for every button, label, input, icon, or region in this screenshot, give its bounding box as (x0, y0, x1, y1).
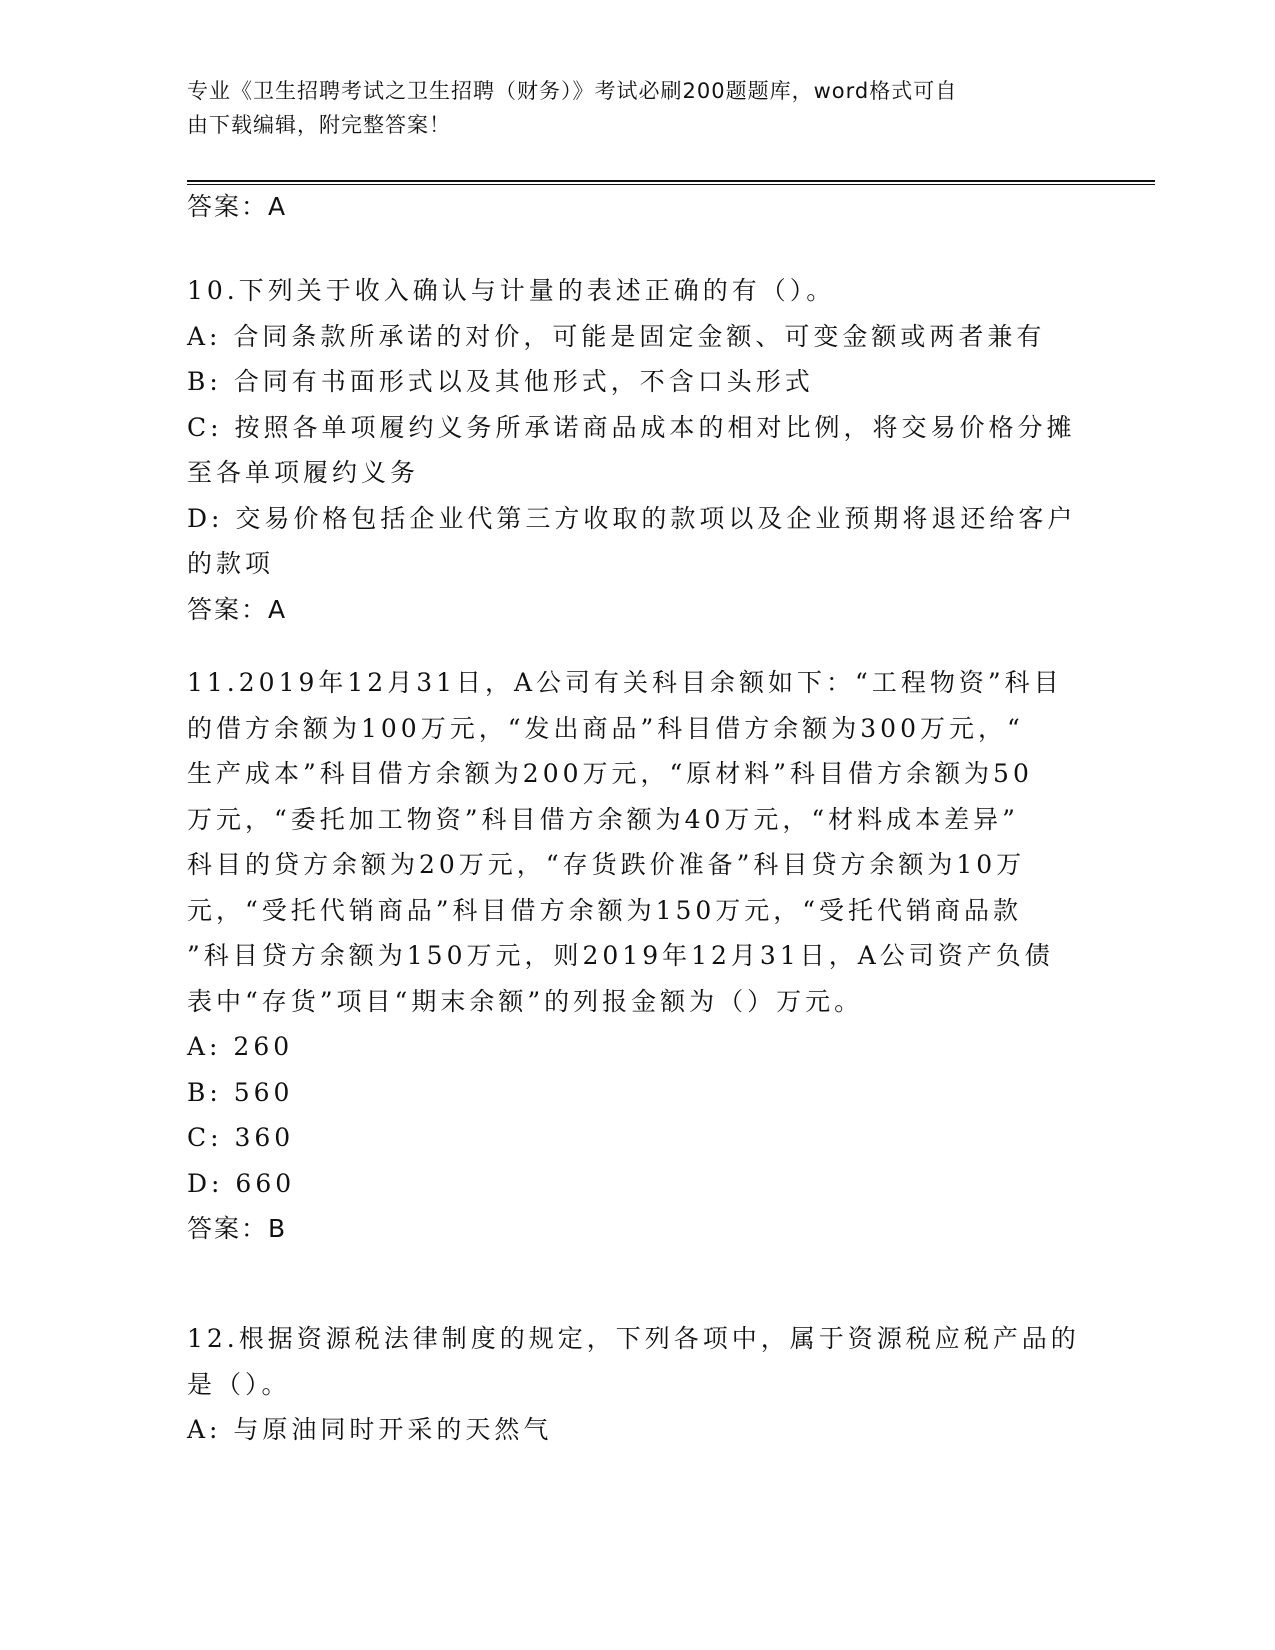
question-10-option-c-line-2: 至各单项履约义务 (187, 458, 420, 487)
document-header (187, 74, 1067, 142)
question-10-option-d-line-2: 的款项 (187, 549, 275, 578)
question-11-option-d: D: 660 (187, 1168, 296, 1198)
question-10-option-c-line-1: C: 按照各单项履约义务所承诺商品成本的相对比例，将交易价格分摊 (187, 412, 1076, 442)
question-11-answer: 答案：B (187, 1214, 288, 1243)
question-11-option-b: B: 560 (187, 1077, 294, 1107)
previous-answer-block (187, 184, 1087, 230)
question-12 (187, 1316, 1087, 1453)
question-10-answer: 答案：A (187, 594, 288, 624)
question-10-option-d-line-1: D: 交易价格包括企业代第三方收取的款项以及企业预期将退还给客户 (187, 503, 1077, 533)
question-11-stem-line-7: ”科目贷方余额为150万元，则2019年12月31日，A公司资产负债 (187, 941, 1054, 970)
question-11-stem-line-6: 元，“受托代销商品”科目借方余额为150万元，“受托代销商品款 (187, 895, 1023, 925)
question-11-stem-line-4: 万元，“委托加工物资”科目借方余额为40万元，“材料成本差异” (187, 804, 1019, 834)
question-10-option-a: A: 合同条款所承诺的对价，可能是固定金额、可变金额或两者兼有 (187, 321, 1046, 351)
question-10-stem: 10.下列关于收入确认与计量的表述正确的有（）。 (187, 276, 836, 305)
previous-answer: 答案：A (187, 192, 288, 221)
question-11-stem-line-1: 11.2019年12月31日，A公司有关科目余额如下：“工程物资”科目 (187, 668, 1063, 697)
question-11-option-a: A: 260 (187, 1032, 294, 1061)
question-11 (187, 660, 1087, 1252)
header-line-2: 由下载编辑，附完整答案！ (187, 113, 451, 137)
question-11-stem-line-8: 表中“存货”项目“期末余额”的列报金额为（）万元。 (187, 986, 864, 1016)
question-12-stem-line-2: 是（）。 (187, 1369, 291, 1399)
header-divider-thick (187, 180, 1155, 182)
question-11-stem-line-5: 科目的贷方余额为20万元，“存货跌价准备”科目贷方余额为10万 (187, 850, 1026, 879)
question-11-option-c: C: 360 (187, 1123, 295, 1152)
question-12-option-a: A: 与原油同时开采的天然气 (187, 1415, 553, 1444)
header-line-1: 专业《卫生招聘考试之卫生招聘（财务）》考试必刷200题题库，word格式可自 (187, 79, 958, 103)
question-10-option-b: B: 合同有书面形式以及其他形式，不含口头形式 (187, 367, 814, 396)
question-10 (187, 268, 1087, 632)
question-11-stem-line-2: 的借方余额为100万元，“发出商品”科目借方余额为300万元，“ (187, 713, 1024, 743)
question-11-stem-line-3: 生产成本”科目借方余额为200万元，“原材料”科目借方余额为50 (187, 759, 1033, 788)
question-12-stem-line-1: 12.根据资源税法律制度的规定，下列各项中，属于资源税应税产品的 (187, 1324, 1080, 1353)
